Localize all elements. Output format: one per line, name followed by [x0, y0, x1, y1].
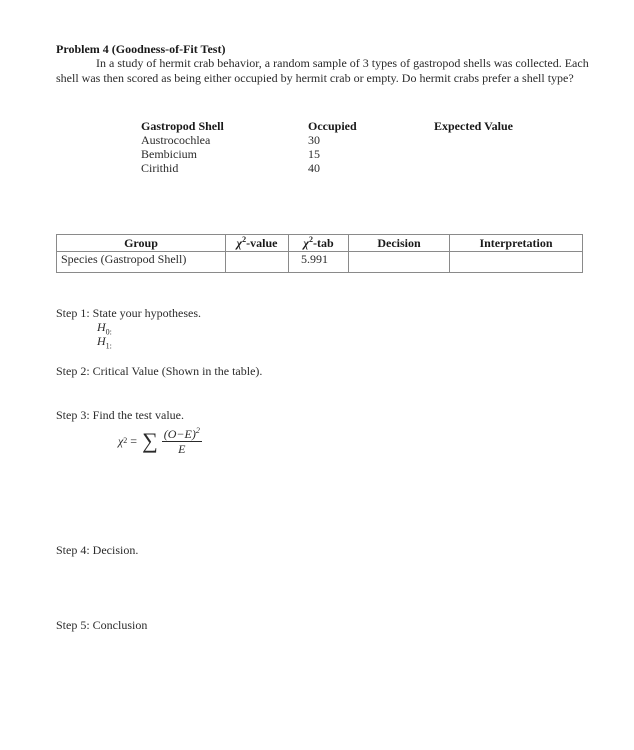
- occupied-value: 15: [308, 147, 320, 161]
- header-occupied: Occupied: [308, 119, 357, 133]
- chi-symbol: χ: [236, 235, 243, 250]
- step-4-label: Step 4: Decision.: [56, 543, 139, 557]
- shell-name: Bembicium: [141, 147, 197, 161]
- cell-interpretation[interactable]: [450, 252, 583, 273]
- occupied-value: 30: [308, 133, 320, 147]
- alternative-hypothesis-label: $H_{1:}$: [97, 334, 112, 351]
- shell-name: Austrocochlea: [141, 133, 211, 147]
- results-table: [56, 234, 583, 273]
- step-2-label: Step 2: Critical Value (Shown in the table).: [56, 364, 263, 378]
- expected-column: [434, 119, 513, 133]
- null-hypothesis-label: $H_{0:}$: [97, 320, 112, 337]
- occupied-column: [308, 119, 357, 175]
- header-gastropod-shell: Gastropod Shell: [141, 119, 224, 133]
- results-row: [57, 252, 583, 273]
- formula-chi: χ: [118, 433, 124, 448]
- sigma-icon: ∑: [142, 428, 158, 453]
- formula-fraction: [162, 427, 202, 456]
- header-group: Group: [57, 235, 226, 252]
- cell-group: Species (Gastropod Shell): [57, 252, 226, 273]
- cell-decision[interactable]: [349, 252, 450, 273]
- header-chi-value: $\chi^2$-value: [226, 235, 289, 252]
- formula-denominator: E: [178, 441, 186, 456]
- step-1-label: Step 1: State your hypotheses.: [56, 306, 201, 320]
- shell-name: Cirithid: [141, 161, 179, 175]
- header-interpretation: Interpretation: [450, 235, 583, 252]
- problem-description: In a study of hermit crab behavior, a random sample of 3 types of gastropod shells was collected. Each shell was then scored as being either occupied by hermit crab or empty. Do hermit crabs prefer a shell type?: [56, 56, 589, 85]
- shell-column: [141, 119, 224, 175]
- step-5-label: Step 5: Conclusion: [56, 618, 148, 632]
- header-chi-tab: $\chi^2$-tab: [289, 235, 349, 252]
- results-header-row: [57, 235, 583, 252]
- formula-numerator: $(O-E)^2$: [163, 425, 200, 441]
- step-3-label: Step 3: Find the test value.: [56, 408, 184, 422]
- formula-equals: =: [130, 433, 138, 448]
- occupied-value: 40: [308, 161, 320, 175]
- chi-square-formula: χ 2 = ∑ $\frac{(O-E)^2}{E}$: [118, 425, 200, 456]
- header-expected-value: Expected Value: [434, 119, 514, 133]
- cell-chi-value[interactable]: [226, 252, 289, 273]
- chi-symbol: χ: [303, 235, 309, 250]
- header-decision: Decision: [349, 235, 450, 252]
- cell-chi-tab: 5.991: [289, 252, 349, 273]
- problem-title: Problem 4 (Goodness-of-Fit Test): [56, 42, 226, 56]
